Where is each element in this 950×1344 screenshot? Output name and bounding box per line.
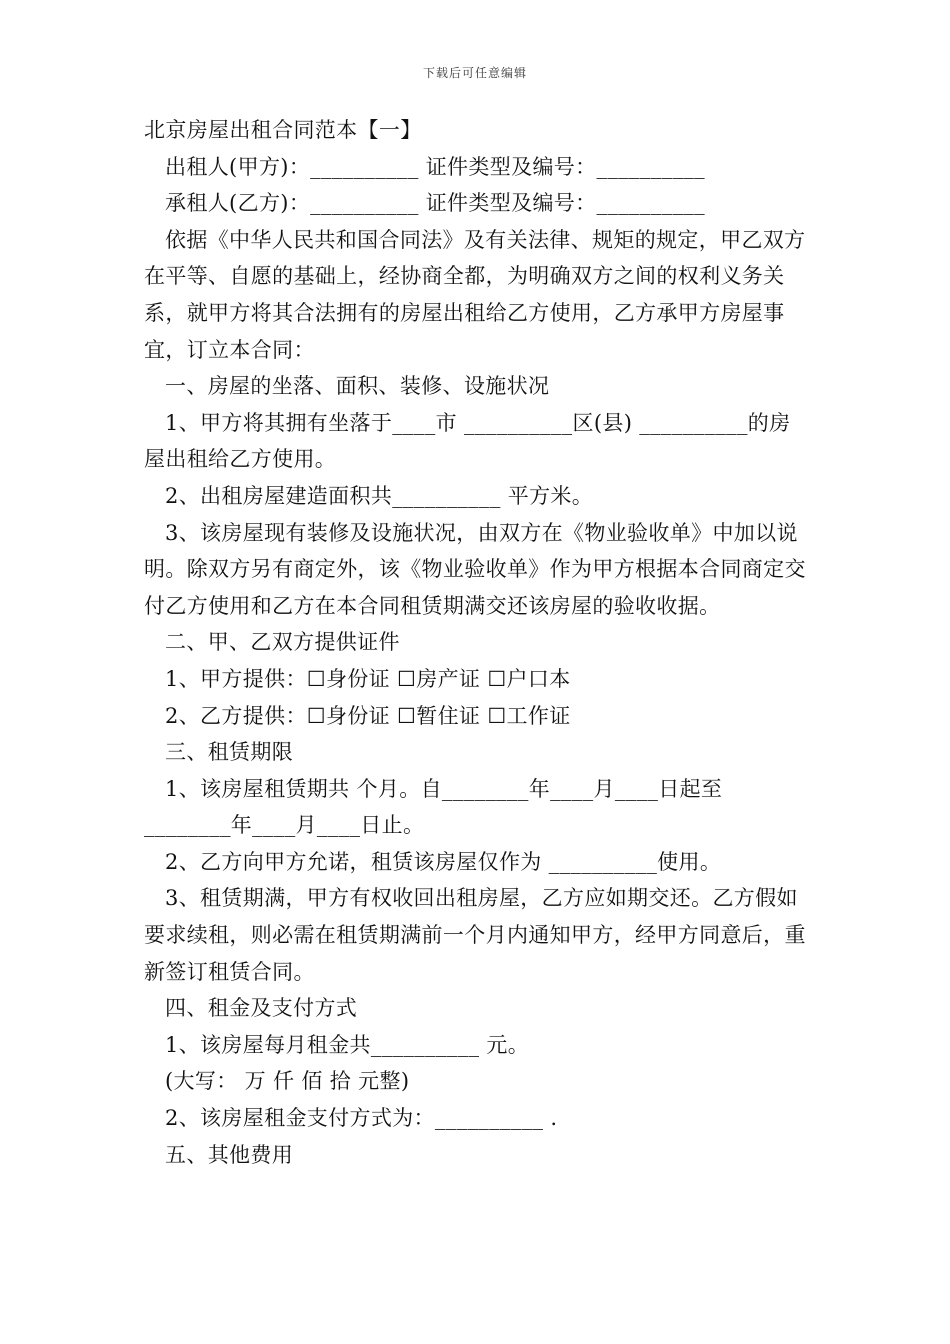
- clause-1-2: 2、出租房屋建造面积共__________ 平方米。: [165, 483, 594, 508]
- clause-2-2: 2、乙方提供：☐身份证 ☐暂住证 ☐工作证: [165, 703, 571, 728]
- clause-1-1: 1、甲方将其拥有坐落于____市 __________区(县) __________的房屋出租给乙方使用。: [144, 410, 791, 472]
- clause-4-2: 2、该房屋租金支付方式为：__________ .: [165, 1106, 558, 1131]
- lessor-line: 出租人(甲方)：__________ 证件类型及编号：__________: [165, 154, 706, 179]
- section-5-heading: 五、其他费用: [165, 1142, 294, 1167]
- clause-3-2: 2、乙方向甲方允诺，租赁该房屋仅作为 __________使用。: [165, 849, 722, 874]
- section-3-heading: 三、租赁期限: [165, 740, 294, 765]
- clause-1-3: 3、该房屋现有装修及设施状况，由双方在《物业验收单》中加以说明。除双方另有商定外，该《物业验收单》作为甲方根据本合同商定交付乙方使用和乙方在本合同租赁期满交还该房屋的验收收据。: [144, 520, 806, 618]
- clause-4-1-uppercase: (大写： 万 仟 佰 拾 元整): [165, 1069, 410, 1094]
- clause-3-3: 3、租赁期满，甲方有权收回出租房屋，乙方应如期交还。乙方假如要求续租，则必需在租赁期满前一个月内通知甲方，经甲方同意后，重新签订租赁合同。: [144, 886, 806, 984]
- clause-3-1: 1、该房屋租赁期共 个月。自________年____月____日起至________年____月____日止。: [144, 776, 723, 838]
- document-title: 北京房屋出租合同范本【一】: [144, 118, 422, 142]
- section-4-heading: 四、租金及支付方式: [165, 996, 358, 1021]
- clause-4-1: 1、该房屋每月租金共__________ 元。: [165, 1032, 530, 1057]
- clause-2-1: 1、甲方提供：☐身份证 ☐房产证 ☐户口本: [165, 666, 571, 691]
- preamble-paragraph: 依据《中华人民共和国合同法》及有关法律、规矩的规定，甲乙双方在平等、自愿的基础上，经协商全都，为明确双方之间的权利义务关系，就甲方将其合法拥有的房屋出租给乙方使用，乙方承甲方房屋事宜，订立本合同：: [144, 227, 806, 362]
- section-2-heading: 二、甲、乙双方提供证件: [165, 630, 400, 655]
- contract-document: [144, 112, 809, 1173]
- section-1-heading: 一、房屋的坐落、面积、装修、设施状况: [165, 374, 550, 399]
- header-note: 下载后可任意编辑: [422, 66, 527, 80]
- lessee-line: 承租人(乙方)：__________ 证件类型及编号：__________: [165, 191, 706, 216]
